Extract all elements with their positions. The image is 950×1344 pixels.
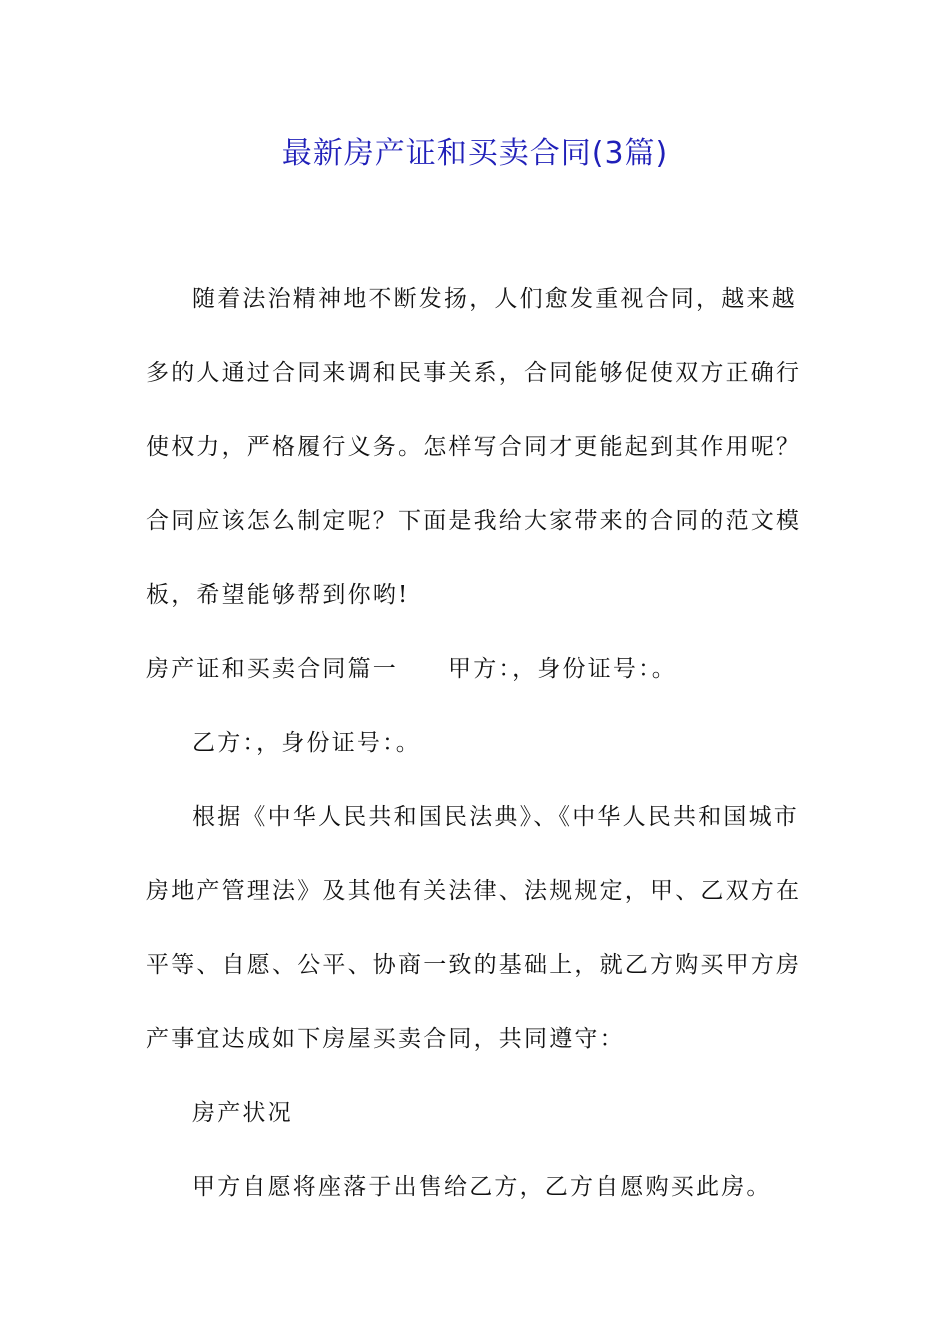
property-heading: 房产状况 [192, 1100, 293, 1126]
document-title: 最新房产证和买卖合同(3篇) [281, 136, 669, 171]
document-body [146, 262, 806, 1224]
party-b-line: 乙方：，身份证号：。 [192, 730, 421, 756]
property-paragraph: 甲方自愿将座落于出售给乙方，乙方自愿购买此房。 [192, 1174, 772, 1200]
intro-paragraph: 随着法治精神地不断发扬，人们愈发重视合同，越来越多的人通过合同来调和民事关系，合同能够促使双方正确行使权力，严格履行义务。怎样写合同才更能起到其作用呢？合同应该怎么制定呢？下面是我给大家带来的合同的范文模板，希望能够帮到你哟! [146, 286, 802, 608]
legal-basis-paragraph: 根据《中华人民共和国民法典》、《中华人民共和国城市房地产管理法》及其他有关法律、法规规定，甲、乙双方在平等、自愿、公平、协商一致的基础上，就乙方购买甲方房产事宜达成如下房屋买卖合同，共同遵守： [146, 804, 802, 1052]
section-heading-line [146, 632, 806, 706]
section-heading: 房产证和买卖合同篇一 [146, 656, 398, 682]
party-a-line: 甲方：，身份证号：。 [448, 656, 677, 682]
